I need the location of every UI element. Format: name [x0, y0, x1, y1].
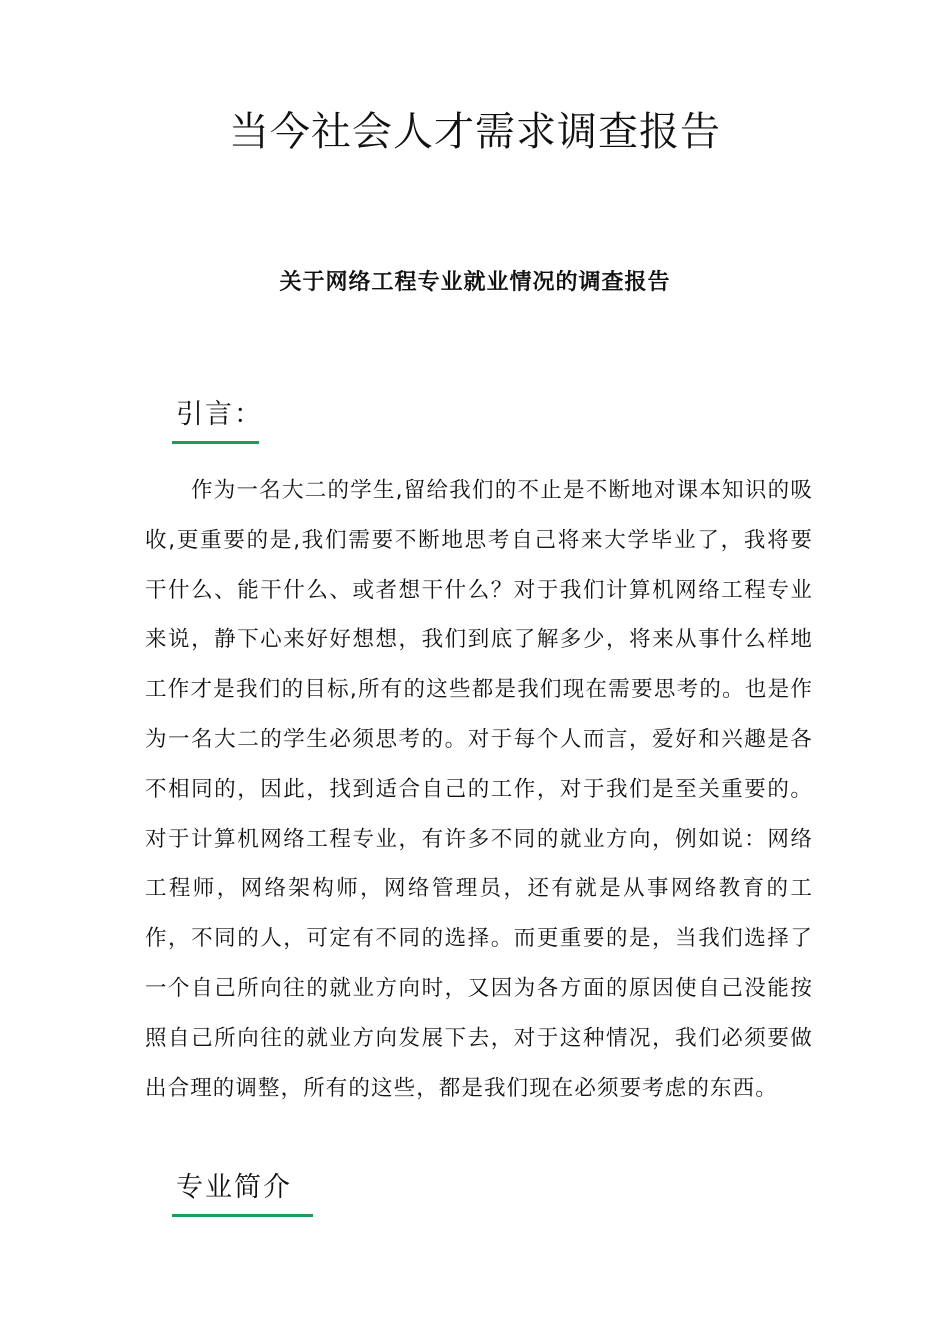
introduction-paragraph: 作为一名大二的学生,留给我们的不止是不断地对课本知识的吸收,更重要的是,我们需要不断地思考自己将来大学毕业了，我将要干什么、能干什么、或者想干什么？对于我们计算机网络工程专业来说，静下心来好好想想，我们到底了解多少，将来从事什么样地工作才是我们的目标,所有的这些都是我们现在需要思考的。也是作为一名大二的学生必须思考的。对于每个人而言，爱好和兴趣是各不相同的，因此，找到适合自己的工作，对于我们是至关重要的。对于计算机网络工程专业，有许多不同的就业方向，例如说：网络工程师，网络架构师，网络管理员，还有就是从事网络教育的工作，不同的人，可定有不同的选择。而更重要的是，当我们选择了一个自己所向往的就业方向时，又因为各方面的原因使自己没能按照自己所向往的就业方向发展下去，对于这种情况，我们必须要做出合理的调整，所有的这些，都是我们现在必须要考虑的东西。: [145, 478, 813, 1101]
section-heading-underline: [172, 1214, 313, 1217]
section-heading-introduction: 引言：: [176, 399, 263, 430]
document-title: 当今社会人才需求调查报告: [229, 109, 721, 155]
section-heading-underline: [172, 441, 259, 444]
document-subtitle: 关于网络工程专业就业情况的调查报告: [279, 270, 671, 295]
section-heading-major-overview: 专业简介: [176, 1172, 292, 1203]
